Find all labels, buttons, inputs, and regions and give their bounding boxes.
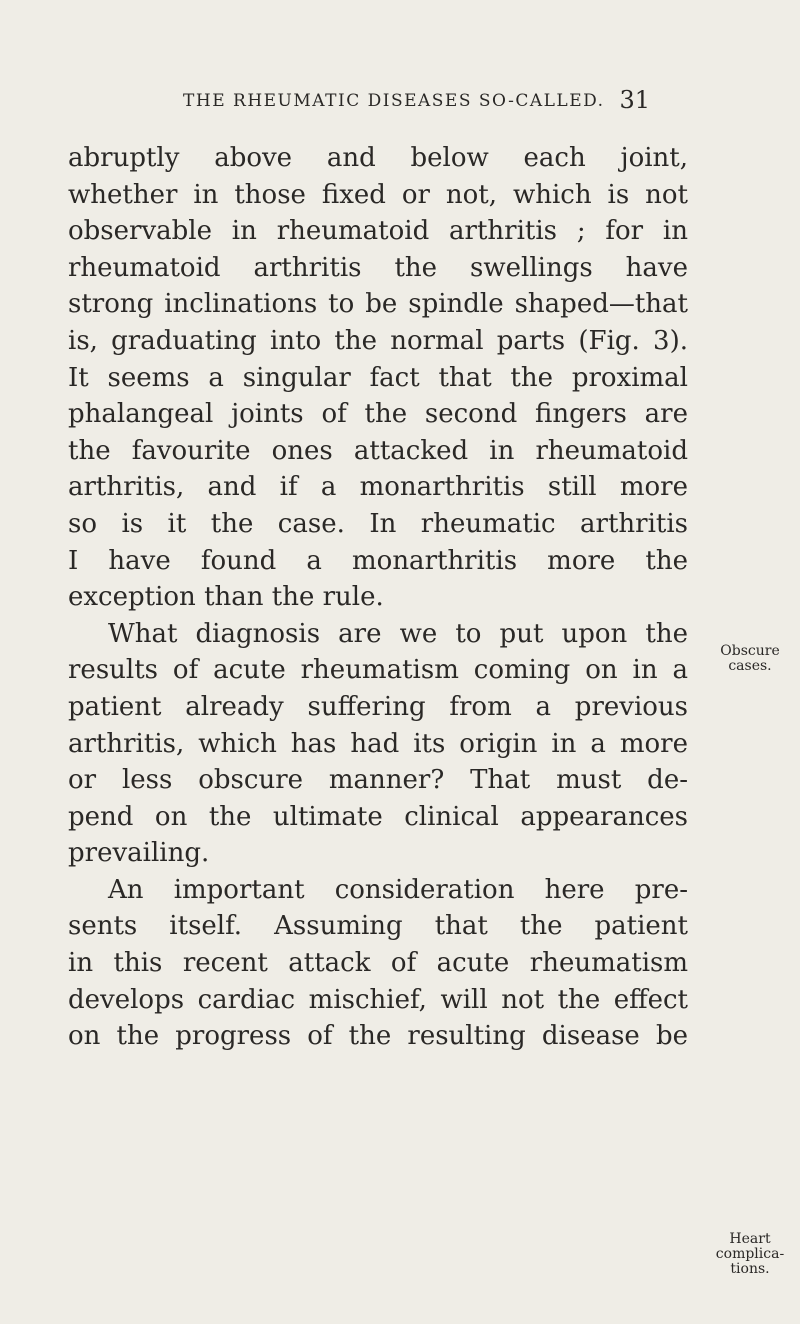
text-line: rheumatoid arthritis the swellings have (68, 252, 688, 283)
marginal-note-line: cases. (728, 658, 772, 674)
text-line: What diagnosis are we to put upon the (108, 618, 688, 649)
text-line: arthritis, which has had its origin in a more (68, 728, 688, 759)
text-line: or less obscure manner? That must de- (68, 765, 688, 796)
marginal-note-line: tions. (730, 1261, 770, 1277)
text-line: abruptly above and below each joint, (68, 143, 688, 173)
text-line: arthritis, and if a monarthritis still more (68, 472, 688, 503)
body-text (68, 140, 688, 1055)
text-line: whether in those fixed or not, which is not (68, 179, 688, 210)
text-line: I have found a monarthritis more the (68, 545, 688, 576)
text-line: prevailing. (68, 838, 210, 869)
marginal-note-line: complica- (715, 1246, 785, 1262)
text-line: on the progress of the resulting disease be (68, 1021, 688, 1052)
text-line: results of acute rheumatism coming on in a (68, 655, 688, 686)
text-line: strong inclinations to be spindle shaped—that (68, 289, 688, 320)
text-line: in this recent attack of acute rheumatism (68, 948, 688, 979)
text-line: develops cardiac mischief, will not the effect (68, 984, 688, 1015)
text-line: is, graduating into the normal parts (Fig. 3). (68, 325, 688, 356)
text-line: exception than the rule. (68, 582, 384, 613)
text-line: sents itself. Assuming that the patient (68, 911, 688, 942)
text-line: pend on the ultimate clinical appearances (68, 801, 688, 832)
marginal-note-line: Heart (729, 1231, 771, 1247)
text-line: so is it the case. In rheumatic arthritis (68, 508, 688, 539)
text-line: patient already suffering from a previous (68, 691, 688, 722)
marginal-note-line: Obscure (720, 643, 780, 659)
running-head-title: THE RHEUMATIC DISEASES SO-CALLED. (183, 91, 605, 111)
running-head (110, 84, 650, 112)
text-line: An important consideration here pre- (108, 874, 688, 905)
text-line: observable in rheumatoid arthritis ; for in (68, 216, 688, 247)
marginal-note-obscure-cases (704, 644, 796, 674)
text-line: phalangeal joints of the second fingers are (68, 399, 688, 430)
page-number: 31 (619, 86, 650, 114)
marginal-note-heart-complications (704, 1232, 796, 1277)
text-line: It seems a singular fact that the proximal (68, 362, 688, 393)
text-line: the favourite ones attacked in rheumatoid (68, 435, 688, 466)
